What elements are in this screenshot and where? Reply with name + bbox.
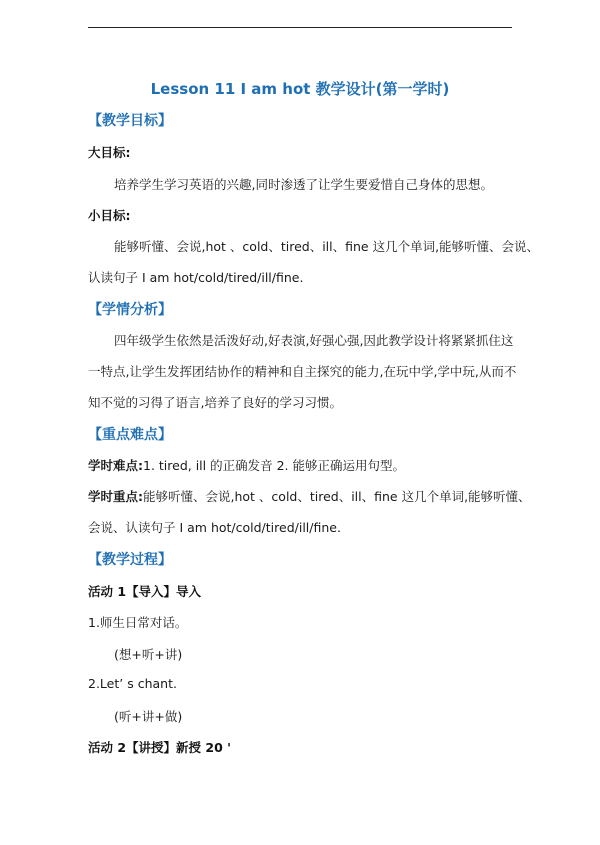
difficulty-text: 1. tired, ill 的正确发音 2. 能够正确运用句型。 — [143, 458, 405, 473]
big-goal-label: 大目标: — [88, 145, 131, 160]
analysis-line-3: 知不觉的习得了语言,培养了良好的学习习惯。 — [88, 395, 342, 410]
section-heading-key-points: 【重点难点】 — [88, 427, 172, 443]
document-title: Lesson 11 I am hot 教学设计(第一学时) — [150, 80, 450, 98]
small-goal-label: 小目标: — [88, 208, 131, 223]
process-item-2-note: (听+讲+做) — [114, 709, 183, 724]
section-heading-process: 【教学过程】 — [88, 552, 172, 568]
activity-1-title: 活动 1【导入】导入 — [88, 584, 202, 599]
section-heading-analysis: 【学情分析】 — [88, 302, 172, 318]
focus-label: 学时重点: — [88, 489, 143, 504]
header-rule — [88, 27, 512, 28]
process-item-1-note: (想+听+讲) — [114, 647, 183, 662]
small-goal-line-2: 认读句子 I am hot/cold/tired/ill/fine. — [88, 270, 304, 285]
section-heading-goals: 【教学目标】 — [88, 113, 172, 129]
difficulty-label: 学时难点: — [88, 458, 143, 473]
focus-text-1: 能够听懂、会说,hot 、cold、tired、ill、fine 这几个单词,能够听懂、 — [143, 489, 531, 504]
analysis-line-2: 一特点,让学生发挥团结协作的精神和自主探究的能力,在玩中学,学中玩,从而不 — [88, 364, 517, 379]
big-goal-text: 培养学生学习英语的兴趣,同时渗透了让学生要爱惜自己身体的思想。 — [114, 177, 493, 192]
activity-2-title: 活动 2【讲授】新授 20 ' — [88, 740, 231, 755]
focus-line-1 — [88, 487, 531, 505]
focus-line-2: 会说、认读句子 I am hot/cold/tired/ill/fine. — [88, 520, 341, 535]
difficulty-line — [88, 456, 405, 474]
process-item-1: 1.师生日常对话。 — [88, 615, 188, 630]
process-item-2: 2.Let’ s chant. — [88, 676, 177, 691]
analysis-line-1: 四年级学生依然是活泼好动,好表演,好强心强,因此教学设计将紧紧抓住这 — [114, 333, 514, 348]
small-goal-line-1: 能够听懂、会说,hot 、cold、tired、ill、fine 这几个单词,能够听懂、会说、 — [114, 239, 540, 254]
